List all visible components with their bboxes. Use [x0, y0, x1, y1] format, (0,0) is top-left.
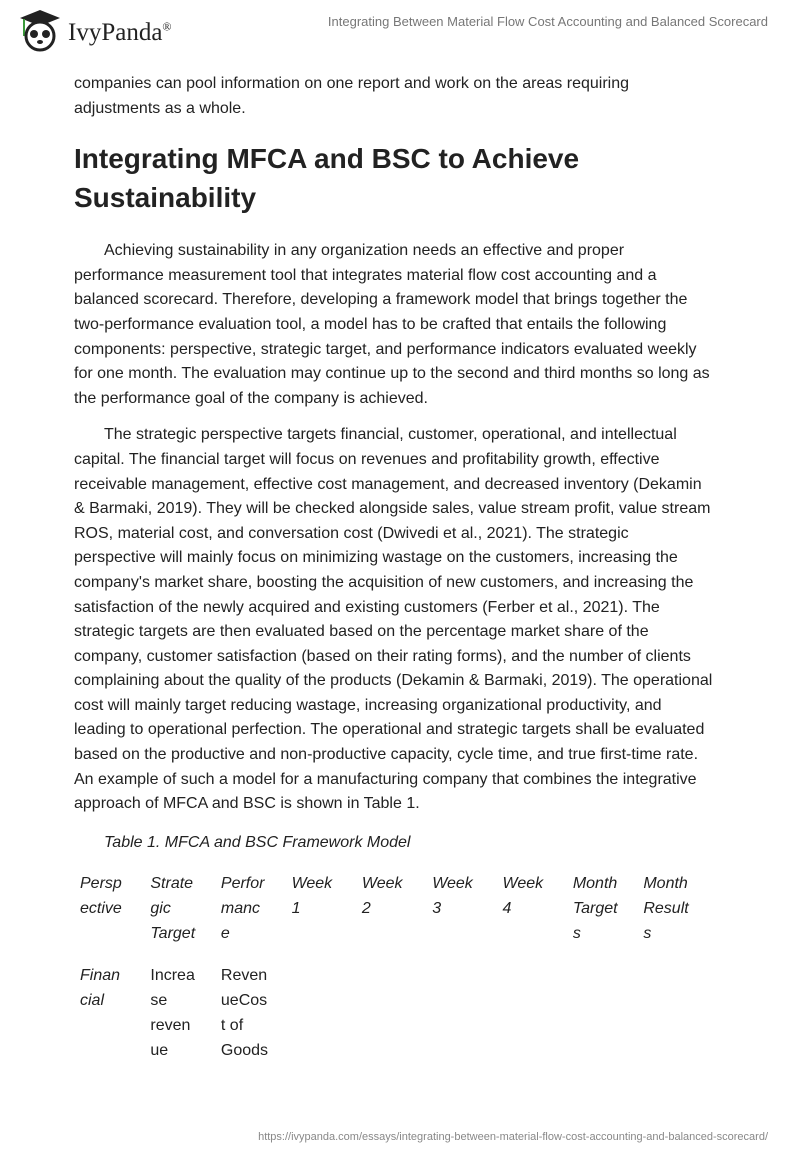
- article-body: [74, 72, 714, 1080]
- section-heading: Integrating MFCA and BSC to Achieve Sustainability: [74, 143, 580, 214]
- table-row: [80, 963, 714, 1080]
- header-cell: Month Result s: [643, 875, 689, 943]
- table-cell: Finan cial: [80, 967, 121, 1010]
- registered-mark: ®: [162, 19, 172, 34]
- table-header-row: [80, 871, 714, 963]
- table-cell: Reven ueCos t of Goods: [220, 967, 269, 1060]
- header-cell: Strate gic Target: [150, 875, 196, 943]
- framework-table: [80, 871, 714, 1080]
- header-cell: Week 4: [502, 875, 544, 918]
- paragraph: The strategic perspective targets financial, customer, operational, and intellectual capital. The financial target will focus on revenues and profitability growth, effective receivable management, effective cost management, and decreased inventory (Dekamin & Barmaki, 2019). They will be checked alongside sales, value stream profit, value stream ROS, material cost, and conversation cost (Dwivedi et al., 2021). The strategic perspective will mainly focus on minimizing wastage on the customers, increasing the company's market share, boosting the acquisition of new customers, and increasing the satisfaction of the newly acquired and existing customers (Ferber et al., 2021). The strategic targets are then evaluated based on the percentage market share of the company, customer satisfaction (based on their rating forms), and the number of clients complaining about the quality of the products (Dekamin & Barmaki, 2019). The operational cost will mainly target reducing wastage, increasing organizational productivity, and leading to operational perfection. The operational and strategic targets shall be evaluated based on the productive and non-productive capacity, cycle time, and true first-time rate. An example of such a model for a manufacturing company that combines the integrative approach of MFCA and BSC is shown in Table 1.: [74, 426, 713, 813]
- header-cell: Month Target s: [572, 875, 618, 943]
- header-cell: Week 1: [291, 875, 333, 918]
- table-caption: Table 1. MFCA and BSC Framework Model: [104, 833, 411, 851]
- header-cell: Persp ective: [80, 875, 122, 918]
- table-cell: Increa se reven ue: [150, 967, 195, 1060]
- panda-graduate-icon: [16, 6, 62, 52]
- document-title: Integrating Between Material Flow Cost Accounting and Balanced Scorecard: [327, 14, 768, 29]
- intro-paragraph: companies can pool information on one report and work on the areas requiring adjustments as a whole.: [74, 75, 629, 117]
- brand-name: IvyPanda: [68, 19, 163, 46]
- ivypanda-logo[interactable]: [16, 6, 172, 52]
- header-cell: Week 2: [361, 875, 403, 918]
- header-cell: Perfor manc e: [220, 875, 265, 943]
- paragraph: Achieving sustainability in any organization needs an effective and proper performance measurement tool that integrates material flow cost accounting and a balanced scorecard. Therefore, developing a framework model that brings together the two-performance evaluation tool, a model has to be crafted that entails the following components: perspective, strategic target, and performance indicators evaluated weekly for one month. The evaluation may continue up to the second and third months so long as the performance goal of the company is achieved.: [74, 242, 710, 407]
- source-url[interactable]: https://ivypanda.com/essays/integrating-between-material-flow-cost-accounting-and-balanced-scorecard/: [258, 1131, 768, 1143]
- header-cell: Week 3: [432, 875, 473, 918]
